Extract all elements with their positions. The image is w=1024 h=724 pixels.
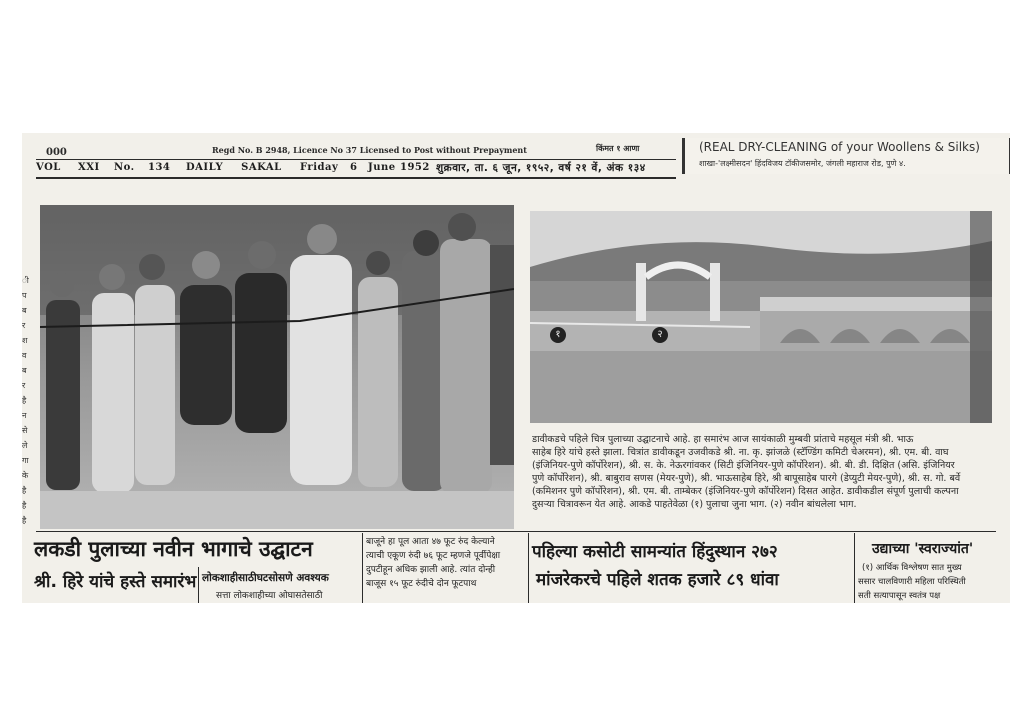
gutter-char: गा (22, 456, 29, 465)
cricket-subheadline: मांजरेकरचे पहिले शतक हजारे ८९ धांवा (536, 570, 779, 590)
article-line: दुपटीहून अधिक झाली आहे. त्यांत दोन्ही (366, 565, 496, 575)
vol-label: VOL (36, 162, 61, 173)
masthead-top-rule (36, 159, 676, 160)
headline-top-rule (36, 531, 996, 532)
marker-old-part: १ (550, 327, 566, 343)
issue-label: No. (114, 162, 135, 173)
gutter-char: है (22, 516, 27, 525)
gutter-char: व (22, 351, 27, 360)
edition-code: 000 (46, 147, 67, 158)
vol-number: XXI (78, 162, 100, 173)
marathi-date: शुक्रवार, ता. ६ जून, १९५२, वर्ष २१ वें, अंक १३४ (436, 162, 646, 174)
marker-new-part: २ (652, 327, 668, 343)
advert-title: (REAL DRY-CLEANING of your Woollens & Silks) (699, 140, 980, 154)
gutter-char: ले (22, 441, 28, 450)
masthead-bottom-rule (36, 177, 676, 179)
gutter-char: श (22, 336, 28, 345)
article-line: त्याची एकूण रुंदी ७६ फूट म्हणजे पूर्वीपेक्षा (366, 551, 501, 561)
column-divider (528, 533, 529, 603)
main-subheadline: श्री. हिरे यांचे हस्ते समारंभ (34, 572, 197, 592)
gutter-char: है (22, 486, 27, 495)
democracy-text: सत्ता लोकशाहीच्या ओघासतेसाठी (216, 591, 323, 601)
column-divider (362, 533, 363, 603)
gutter-char: है (22, 396, 27, 405)
caption-line: (कमिशनर पुणे कॉर्पोरेशन), श्री. एम. बी. ताम्बेकर (इंजिनियर-पुणे कॉर्पोरेशन) दिसत आहेत. डावीकडील संपूर्ण पुलाची कल्पना (532, 486, 959, 497)
issue-number: 134 (148, 162, 171, 173)
gutter-char: र (22, 321, 26, 330)
gutter-char: र (22, 381, 26, 390)
gutter-char: ब (22, 306, 27, 315)
newspaper-clipping (22, 133, 1010, 603)
swarajya-headline: उद्याच्या 'स्वराज्यांत' (872, 541, 974, 557)
inauguration-photo (40, 205, 514, 529)
advert-subtitle: शाखा-'लक्ष्मीसदन' हिंदविजय टॉकीजसमोर, जंगली महाराज रोड, पुणे ४. (699, 159, 906, 168)
gutter-char: प (22, 291, 27, 300)
bridge-photo-art (530, 211, 992, 423)
cricket-headline: पहिल्या कसोटी सामन्यांत हिंदुस्थान २७२ (532, 542, 778, 562)
caption-line: साहेब हिरे यांचे हस्ते झाला. चित्रांत डावीकडून उजवीकडे श्री. ना. कृ. झांजळे (स्टॅण्डिंग कमिटी चेअरमन), श्री. एम. बी. वाघ (532, 447, 949, 458)
bridge-article-column (366, 535, 526, 591)
bridge-photo (530, 211, 992, 423)
column-divider (198, 567, 199, 603)
article-line: बाजूने हा पूल आता ४७ फूट रुंद केल्याने (366, 537, 495, 547)
swarajya-text: ससार चालविणारी महिला परिस्थिती (858, 577, 966, 587)
weekday: Friday (300, 162, 339, 173)
inauguration-photo-art (40, 205, 514, 529)
photo-caption (532, 433, 1010, 511)
date-number: 6 (350, 162, 358, 173)
caption-line: दुसऱ्या चित्रावरून येत आहे. आकडे पाहतेवेळा (१) पुलाचा जुना भाग. (२) नवीन बांधलेला भाग. (532, 499, 857, 510)
swarajya-text: (१) आर्थिक विश्लेषण सात मुख्य (862, 563, 962, 573)
article-line: बाजूस १५ फूट रुंदीचे दोन फूटपाथ (366, 579, 477, 589)
price-label: किंमत १ आणा (596, 144, 640, 153)
dry-cleaning-advert (682, 138, 1010, 174)
gutter-char: ब (22, 366, 27, 375)
gutter-char: न (22, 411, 27, 420)
year: 1952 (400, 162, 430, 173)
caption-line: पुणे कॉर्पोरेशन), श्री. बाबुराव सणस (मेयर-पुणे), श्री. भाऊसाहेब हिरे, श्री बापूसाहेब पारगे (डेप्युटी मेयर-पुणे), श्री. स. गो. बर्वे (532, 473, 961, 484)
gutter-char: के (22, 471, 29, 480)
month: June (368, 162, 396, 173)
swarajya-text: सती सत्यापासून स्वतंत्र पक्ष (858, 591, 941, 601)
democracy-headline: लोकशाहीसाठीघटसोसणे अवश्यक (202, 572, 329, 584)
gutter-char: है (22, 501, 27, 510)
caption-line: (इंजिनियर-पुणे कॉर्पोरेशन), श्री. स. के. नेऊरगांवकर (सिटी इंजिनियर-पुणे कॉर्पोरेशन). श्री. बी. डी. दिक्षित (असि. इंजिनियर (532, 460, 955, 471)
main-headline: लकडी पुलाच्या नवीन भागाचे उद्घाटन (34, 537, 313, 561)
paper-name: DAILY SAKAL (186, 162, 282, 173)
gutter-char: ी (22, 276, 29, 285)
registration-line: Regd No. B 2948, Licence No 37 Licensed to Post without Prepayment (212, 145, 527, 155)
column-divider (854, 533, 855, 603)
caption-line: डावीकडचे पहिले चित्र पुलाच्या उद्घाटनाचे आहे. हा समारंभ आज सायंकाळी मुम्बवी प्रांताचे महसूल मंत्री श्री. भाऊ (532, 434, 914, 445)
gutter-char: से (22, 426, 28, 435)
left-gutter-text (22, 273, 34, 528)
